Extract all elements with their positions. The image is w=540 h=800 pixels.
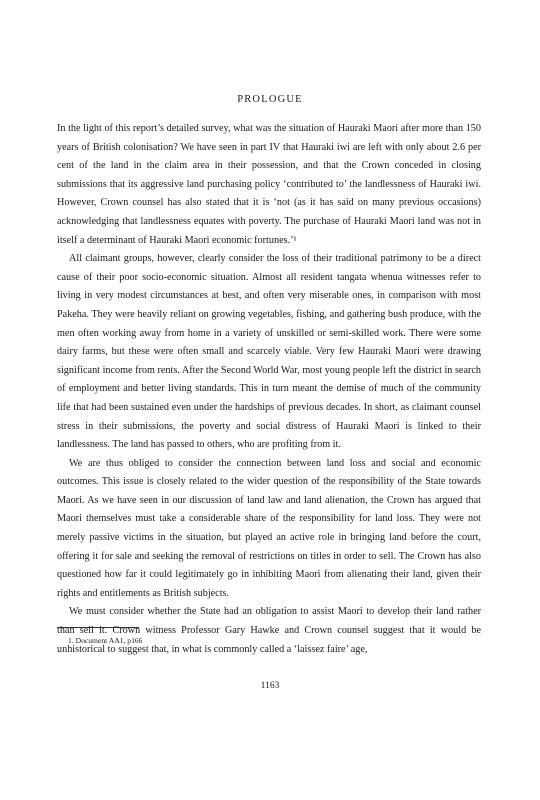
paragraph-2: All claimant groups, however, clearly consider the loss of their traditional patrimony to be a direct cause of their poor socio-economic situation. Almost all resident tangata whenua witnesses refer to living in very modest circumstances at best, and often very miserable ones, in comparison with most Pakeha. They were heavily reliant on growing vegetables, fishing, and gathering bush produce, with the men often working away from home in a variety of unskilled or semi-skilled work. There were some dairy farms, but these were often small and scarcely viable. Very few Hauraki Maori were drawing significant income from rents. After the Second World War, most young people left the district in search of employment and better living standards. This in turn meant the demise of much of the community life that had been sustained even under the hardships of previous decades. In short, as claimant counsel stress in their submissions, the poverty and social distress of Hauraki Maori is linked to their landlessness. The land has passed to others, who are profiting from it. [57,253,481,451]
running-head: PROLOGUE [237,94,303,105]
footnote-text: Document AA1, p166 [75,636,143,645]
paragraph-3: We are thus obliged to consider the connection between land loss and social and economic outcomes. This issue is closely related to the wider question of the responsibility of the State towards Maori. As we have seen in our discussion of land law and land alienation, the Crown has argued that Maori themselves must take a considerable share of the responsibility for land loss. They were not merely passive victims in the situation, but played an active role in bringing land before the court, offering it for sale and seeking the removal of restrictions on titles in order to sell. The Crown has also questioned how far it could legitimately go in inhibiting Maori from alienating their land, given their rights and entitlements as British subjects. [57,457,481,599]
footnote-rule [57,627,139,628]
paragraph-4: We must consider whether the State had an obligation to assist Maori to develop their land rather than sell it. Crown witness Professor Gary Hawke and Crown counsel suggest that it would be unhistorical to suggest that, in what is commonly called a ‘laissez faire’ age, [57,606,481,655]
paragraph-1: In the light of this report’s detailed survey, what was the situation of Hauraki Maori after more than 150 years of British colonisation? We have seen in part IV that Hauraki iwi are left with only about 2.6 per cent of the land in the claim area in their possession, and that the Crown conceded in closing submissions that its aggressive land purchasing policy ‘contributed to’ the landlessness of Hauraki iwi. However, Crown counsel has also stated that it is ‘not (as it has said on many previous occasions) acknowledging that landlessness equates with poverty. The purchase of Hauraki Maori land was not in itself a determinant of Hauraki Maori economic fortunes.’¹ [57,123,481,246]
footnote-number: 1. [68,636,74,645]
page-number: 1163 [260,681,280,691]
body-text [57,120,481,659]
footnote [68,636,142,646]
